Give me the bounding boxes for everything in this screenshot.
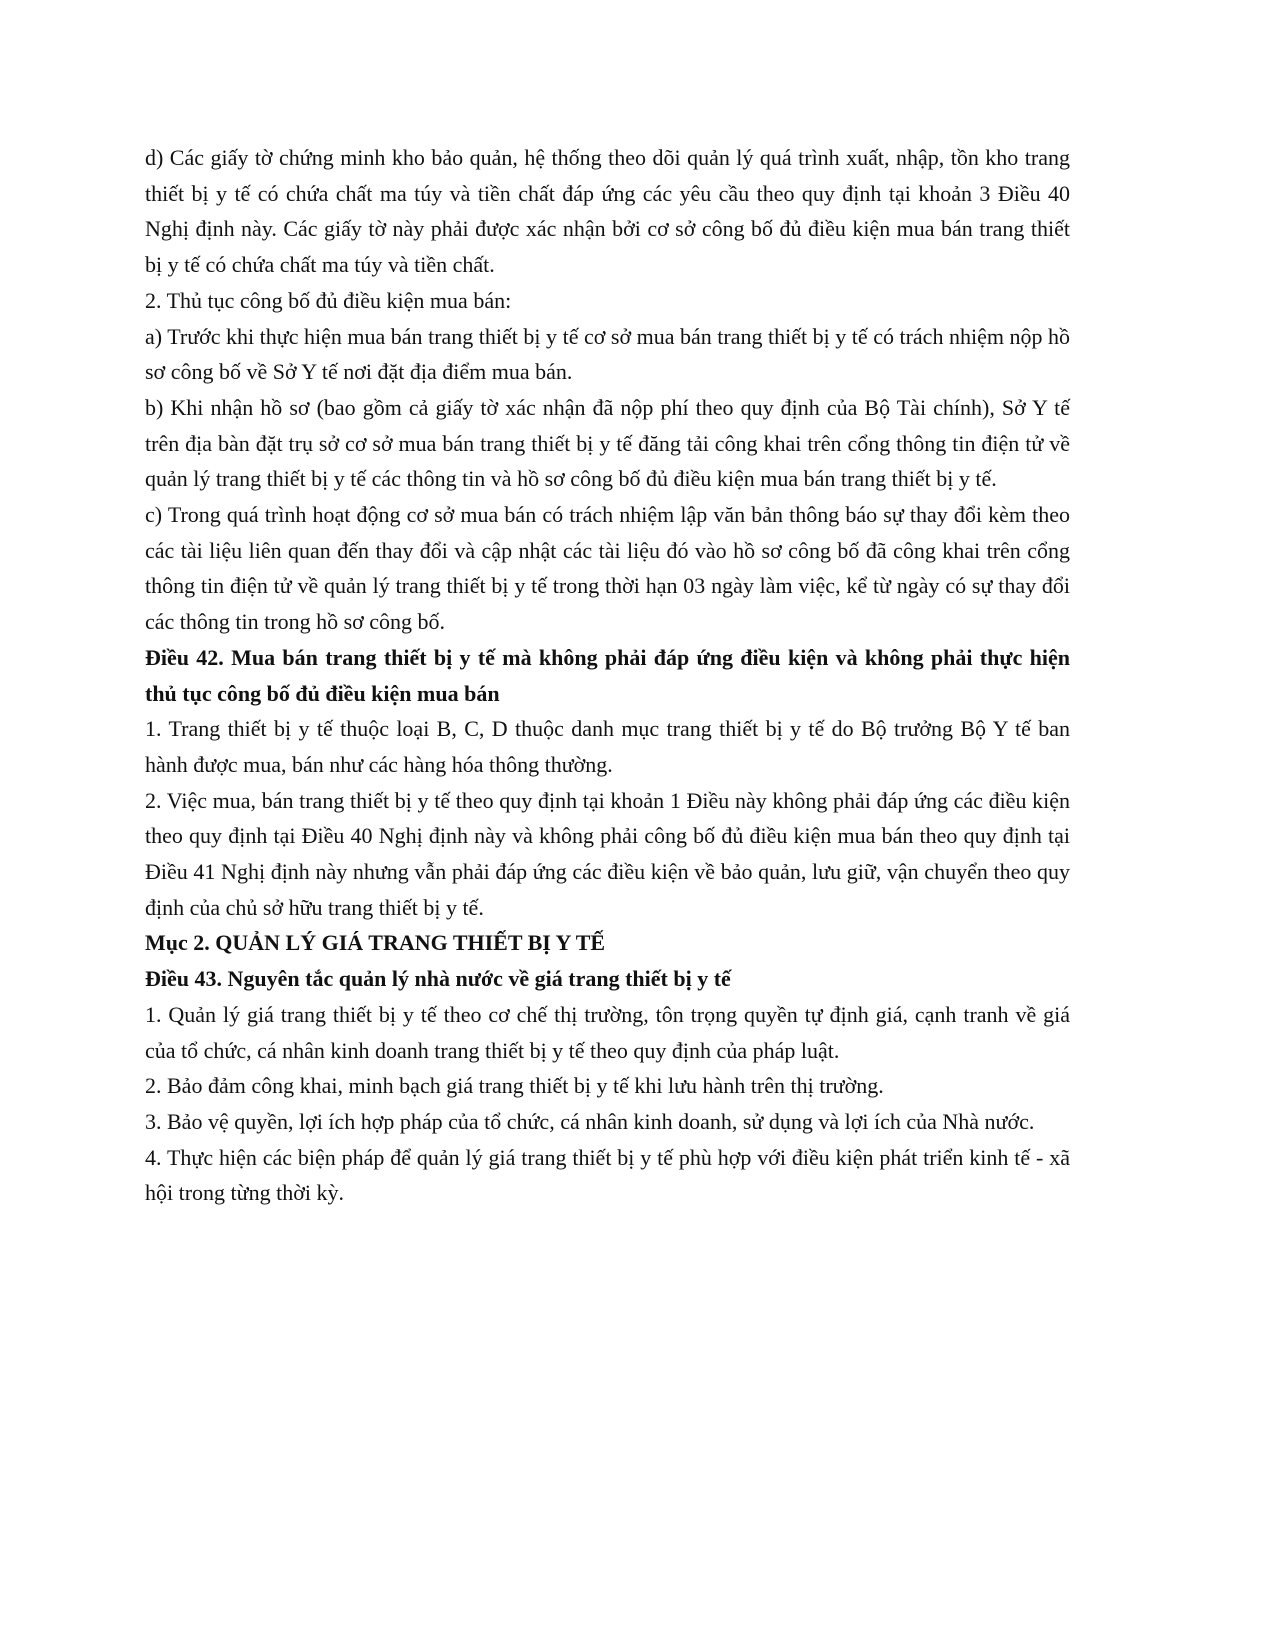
article-43-clause-3: 3. Bảo vệ quyền, lợi ích hợp pháp của tổ chức, cá nhân kinh doanh, sử dụng và lợi ích của Nhà nước. (145, 1108, 1035, 1134)
article-43-clause-4: 4. Thực hiện các biện pháp để quản lý giá trang thiết bị y tế phù hợp với điều kiện phát triển kinh tế - xã hội trong từng thời kỳ. (145, 1144, 1070, 1206)
article-42-clause-2: 2. Việc mua, bán trang thiết bị y tế theo quy định tại khoản 1 Điều này không phải đáp ứng các điều kiện theo quy định tại Điều 40 Nghị định này và không phải công bố đủ điều kiện mua bán theo quy định tại Điều 41 Nghị định này nhưng vẫn phải đáp ứng các điều kiện về bảo quản, lưu giữ, vận chuyển theo quy định của chủ sở hữu trang thiết bị y tế. (145, 787, 1070, 920)
paragraph-procedure-heading: 2. Thủ tục công bố đủ điều kiện mua bán: (145, 287, 512, 313)
article-43-clause-1: 1. Quản lý giá trang thiết bị y tế theo cơ chế thị trường, tôn trọng quyền tự định giá, cạnh tranh về giá của tổ chức, cá nhân kinh doanh trang thiết bị y tế theo quy định của pháp luật. (145, 1001, 1070, 1063)
article-42-clause-1: 1. Trang thiết bị y tế thuộc loại B, C, D thuộc danh mục trang thiết bị y tế do Bộ trưởng Bộ Y tế ban hành được mua, bán như các hàng hóa thông thường. (145, 716, 1070, 777)
paragraph-b-publication: b) Khi nhận hồ sơ (bao gồm cả giấy tờ xác nhận đã nộp phí theo quy định của Bộ Tài chính), Sở Y tế trên địa bàn đặt trụ sở cơ sở mua bán trang thiết bị y tế đăng tải công khai trên cổng thông tin điện tử về quản lý trang thiết bị y tế các thông tin và hồ sơ công bố đủ điều kiện mua bán trang thiết bị y tế. (145, 394, 1070, 492)
section-2-heading: Mục 2. QUẢN LÝ GIÁ TRANG THIẾT BỊ Y TẾ (145, 930, 606, 956)
document-page (145, 140, 1070, 1211)
article-43-clause-2: 2. Bảo đảm công khai, minh bạch giá trang thiết bị y tế khi lưu hành trên thị trường. (145, 1073, 884, 1099)
paragraph-d-documents: d) Các giấy tờ chứng minh kho bảo quản, hệ thống theo dõi quản lý quá trình xuất, nhập, tồn kho trang thiết bị y tế có chứa chất ma túy và tiền chất đáp ứng các yêu cầu theo quy định tại khoản 3 Điều 40 Nghị định này. Các giấy tờ này phải được xác nhận bởi cơ sở công bố đủ điều kiện mua bán trang thiết bị y tế có chứa chất ma túy và tiền chất. (145, 145, 1070, 278)
article-43-heading: Điều 43. Nguyên tắc quản lý nhà nước về giá trang thiết bị y tế (145, 966, 731, 992)
paragraph-a-submission: a) Trước khi thực hiện mua bán trang thiết bị y tế cơ sở mua bán trang thiết bị y tế có trách nhiệm nộp hồ sơ công bố về Sở Y tế nơi đặt địa điểm mua bán. (145, 323, 1070, 385)
article-42-heading: Điều 42. Mua bán trang thiết bị y tế mà không phải đáp ứng điều kiện và không phải thực hiện thủ tục công bố đủ điều kiện mua bán (145, 644, 1070, 706)
paragraph-c-changes: c) Trong quá trình hoạt động cơ sở mua bán có trách nhiệm lập văn bản thông báo sự thay đổi kèm theo các tài liệu liên quan đến thay đổi và cập nhật các tài liệu đó vào hồ sơ công bố đã công khai trên cổng thông tin điện tử về quản lý trang thiết bị y tế trong thời hạn 03 ngày làm việc, kể từ ngày có sự thay đổi các thông tin trong hồ sơ công bố. (145, 502, 1070, 635)
